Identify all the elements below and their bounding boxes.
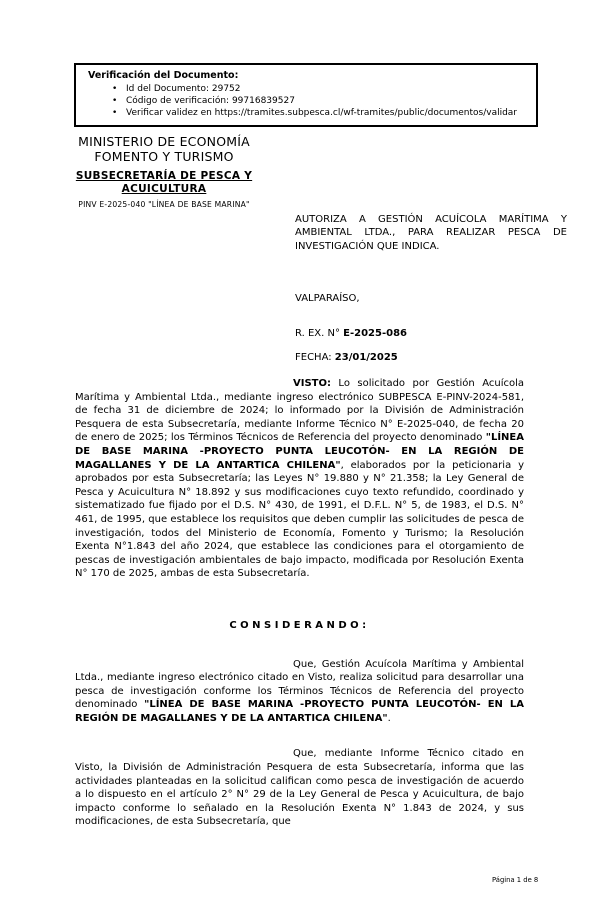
page-footer: [492, 876, 538, 884]
ministry-name-line1: MINISTERIO DE ECONOMÍA: [78, 134, 250, 149]
verification-item-url: • Verificar validez en https://tramites.subpesca.cl/wf-tramites/public/documentos/validar: [88, 107, 530, 119]
considerando-1-text-2: .: [387, 712, 391, 724]
visto-project-title: "LÍNEA DE BASE MARINA -PROYECTO PUNTA LEUCOTÓN- EN LA REGIÓN DE MAGALLANES Y DE LA ANTARTICA CHILENA": [75, 432, 524, 471]
considerando-1-text-1: Que, Gestión Acuícola Marítima y Ambiental Ltda., mediante ingreso electrónico citado en Visto, realiza solicitud para desarrollar una pesca de investigación conforme los Términos Técnicos de Referencia del proyecto denominado: [75, 658, 524, 711]
document-body: [75, 377, 524, 829]
considerando-1-project-title: "LÍNEA DE BASE MARINA -PROYECTO PUNTA LEUCOTÓN- EN LA REGIÓN DE MAGALLANES Y DE LA ANTARTICA CHILENA": [75, 699, 524, 724]
visto-label: VISTO:: [293, 378, 331, 389]
considerando-paragraph-1: [75, 658, 524, 726]
visto-text-1: Lo solicitado por Gestión Acuícola Marítima y Ambiental Ltda., mediante ingreso electrónico SUBPESCA E-PINV-2024-581, de fecha 31 de diciembre de 2024; lo informado por la División de Administración Pesquera de esta Subsecretaría, mediante Informe Técnico N° E-2025-040, de fecha 20 de enero de 2025; los Términos Técnicos de Referencia del proyecto denominado: [75, 378, 524, 444]
visto-paragraph: [75, 377, 524, 581]
verification-item-code: • Código de verificación: 99716839527: [88, 95, 530, 107]
date-value: 23/01/2025: [334, 352, 398, 363]
city-line: VALPARAÍSO,: [295, 293, 360, 304]
ministry-name-line2: FOMENTO Y TURISMO: [94, 149, 234, 164]
resolution-number-line: [295, 328, 407, 339]
date-label: FECHA:: [295, 352, 335, 363]
resolution-label: R. EX. N°: [295, 328, 344, 339]
verification-box: [74, 63, 538, 127]
verification-item-document-id: • Id del Documento: 29752: [88, 83, 530, 95]
verification-list: [88, 83, 530, 119]
verification-title: Verificación del Documento:: [88, 70, 239, 81]
resolution-number: E-2025-086: [343, 328, 407, 339]
page-indicator: Página 1 de 8: [492, 876, 539, 884]
letterhead: [38, 134, 290, 209]
considerando-paragraph-2: Que, mediante Informe Técnico citado en Visto, la División de Administración Pesquera de esta Subsecretaría, informa que las actividades planteadas en la solicitud califican como pesca de investigación de acuerdo a lo dispuesto en el artículo 2° N° 29 de la Ley General de Pesca y Acuicultura, de bajo impacto conforme lo señalado en la Resolución Exenta N° 1.843 de 2024, y sus modificaciones, de esta Subsecretaría, que: [75, 748, 524, 828]
subsecretaria-name: SUBSECRETARÍA DE PESCA Y ACUICULTURA: [75, 170, 253, 195]
date-line: [295, 352, 398, 363]
subject-block: AUTORIZA A GESTIÓN ACUÍCOLA MARÍTIMA Y AMBIENTAL LTDA., PARA REALIZAR PESCA DE INVESTIGACIÓN QUE INDICA.: [295, 214, 567, 252]
visto-text-2: , elaborados por la peticionaria y aprobados por esta Subsecretaría; las Leyes N° 19.880 y N° 21.358; la Ley General de Pesca y Acuicultura N° 18.892 y sus modificaciones cuyo texto refundido, coordinado y sistematizado fue fijado por el D.S. N° 430, de 1991, el D.F.L. N° 5, de 1983, el D.S. N° 461, de 1995, que establece los requisitos que deben cumplir las solicitudes de pesca de investigación, todos del Ministerio de Economía, Fomento y Turismo; la Resolución Exenta N°1.843 del año 2024, que establece las condiciones para el otorgamiento de pescas de investigación ambientales de bajo impacto, modificada por Resolución Exenta N° 170 de 2025, ambas de esta Subsecretaría.: [75, 459, 524, 580]
project-reference: PINV E-2025-040 "LÍNEA DE BASE MARINA": [78, 200, 250, 209]
considerando-heading: CONSIDERANDO:: [229, 619, 370, 631]
